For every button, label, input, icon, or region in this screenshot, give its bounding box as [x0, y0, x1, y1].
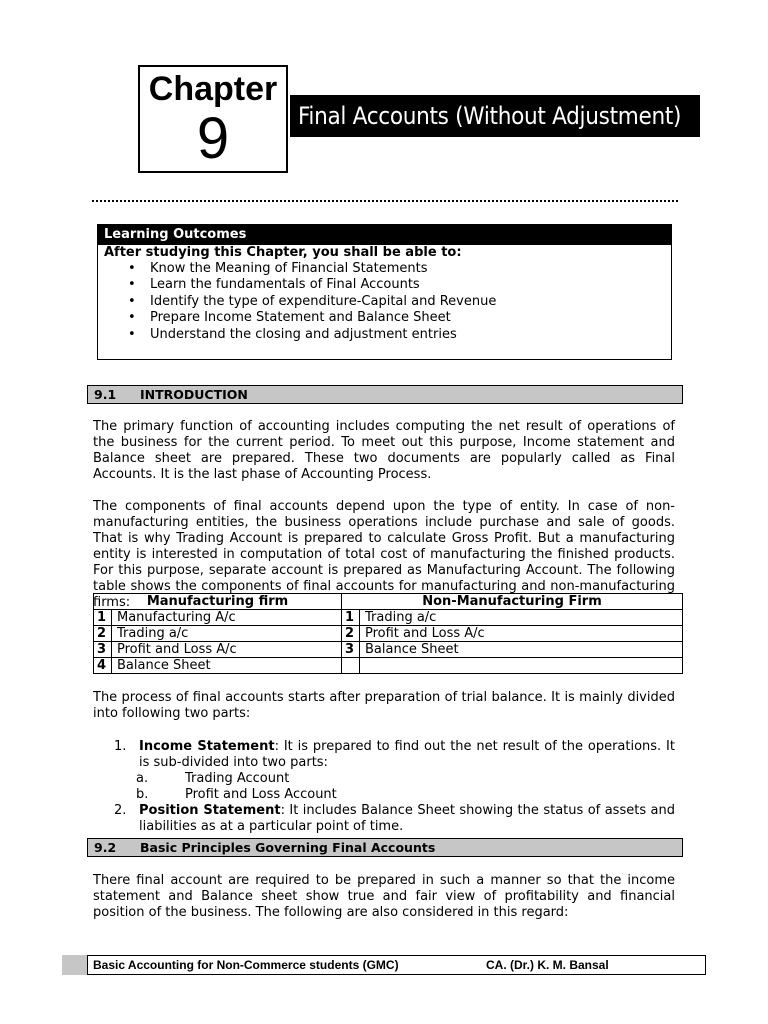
row-number: 1	[94, 610, 112, 626]
list-item-income-statement	[114, 739, 675, 771]
section-header-introduction	[87, 385, 683, 404]
page-footer	[87, 955, 706, 975]
table-row	[94, 626, 683, 642]
outcome-item: • Know the Meaning of Financial Statements	[98, 261, 671, 277]
column-header-non-manufacturing: Non-Manufacturing Firm	[342, 594, 683, 610]
sub-list-letter: a.	[136, 771, 149, 786]
section-number: 9.2	[94, 840, 117, 855]
section-title: Basic Principles Governing Final Accounts	[140, 840, 436, 855]
non-manufacturing-cell	[360, 658, 683, 674]
list-number: 2.	[114, 803, 127, 818]
column-header-manufacturing: Manufacturing firm	[94, 594, 342, 610]
outcome-item: • Understand the closing and adjustment entries	[98, 327, 671, 343]
section-title: INTRODUCTION	[140, 387, 248, 402]
manufacturing-cell: Manufacturing A/c	[112, 610, 342, 626]
row-number	[342, 658, 360, 674]
chapter-box	[138, 65, 288, 173]
sub-list-text: Trading Account	[185, 771, 290, 786]
chapter-label: Chapter	[148, 70, 278, 108]
non-manufacturing-cell: Profit and Loss A/c	[360, 626, 683, 642]
intro-paragraph-2: The components of final accounts depend upon the type of entity. In case of non-manufacturing entities, the business operations include purchase and sale of goods. That is why Trading Account is prepared to calculate Gross Profit. But a manufacturing entity is interested in computation of total cost of manufacturing the finished products. For this purpose, separate account is prepared as Manufacturing Account. The following table shows the components of final accounts for manufacturing and non-manufacturing firms:	[93, 499, 675, 610]
outcome-item: • Identify the type of expenditure-Capital and Revenue	[98, 294, 671, 310]
sub-list-letter: b.	[136, 787, 149, 802]
non-manufacturing-cell: Balance Sheet	[360, 642, 683, 658]
sub-list-text: Profit and Loss Account	[185, 787, 337, 802]
row-number: 2	[94, 626, 112, 642]
dotted-divider	[92, 200, 678, 202]
manufacturing-cell: Trading a/c	[112, 626, 342, 642]
chapter-title: Final Accounts (Without Adjustment)	[290, 95, 700, 137]
row-number: 3	[94, 642, 112, 658]
final-accounts-components-table	[93, 593, 683, 674]
list-item-text: : It includes Balance Sheet showing the status of assets and liabilities as at a particular point of time.	[139, 803, 675, 834]
list-number: 1.	[114, 739, 127, 754]
intro-paragraph-1: The primary function of accounting includes computing the net result of operations of the business for the current period. To meet out this purpose, Income statement and Balance sheet are prepared. These two documents are popularly called as Final Accounts. It is the last phase of Accounting Process.	[93, 419, 675, 482]
footer-book-title: Basic Accounting for Non-Commerce students (GMC)	[93, 958, 399, 972]
principles-paragraph: There final account are required to be prepared in such a manner so that the income statement and Balance sheet show true and fair view of profitability and financial position of the business. The following are also considered in this regard:	[93, 873, 675, 920]
manufacturing-cell: Profit and Loss A/c	[112, 642, 342, 658]
list-item-position-statement	[114, 803, 675, 835]
term-income-statement: Income Statement	[139, 739, 275, 754]
footer-author: CA. (Dr.) K. M. Bansal	[486, 958, 609, 972]
sub-list-item	[114, 771, 675, 787]
process-paragraph: The process of final accounts starts after preparation of trial balance. It is mainly divided into following two parts:	[93, 690, 675, 721]
chapter-number: 9	[196, 106, 230, 171]
footer-shade	[62, 955, 87, 975]
table-row	[94, 610, 683, 626]
table-header-row	[94, 594, 683, 610]
list-item-text: : It is prepared to find out the net result of the operations. It is sub-divided into two parts:	[139, 739, 675, 770]
non-manufacturing-cell: Trading a/c	[360, 610, 683, 626]
outcome-item: • Prepare Income Statement and Balance Sheet	[98, 310, 671, 326]
table-row	[94, 642, 683, 658]
table-row	[94, 658, 683, 674]
row-number: 4	[94, 658, 112, 674]
sub-list-item	[114, 787, 675, 803]
learning-outcomes-list	[98, 261, 671, 343]
learning-outcomes-intro: After studying this Chapter, you shall be able to:	[104, 245, 462, 260]
final-accounts-parts-list	[114, 739, 675, 835]
manufacturing-cell: Balance Sheet	[112, 658, 342, 674]
row-number: 1	[342, 610, 360, 626]
outcome-item: • Learn the fundamentals of Final Accounts	[98, 277, 671, 293]
learning-outcomes-header: Learning Outcomes	[98, 225, 671, 245]
section-number: 9.1	[94, 387, 117, 402]
row-number: 3	[342, 642, 360, 658]
row-number: 2	[342, 626, 360, 642]
term-position-statement: Position Statement	[139, 803, 281, 818]
section-header-basic-principles	[87, 838, 683, 857]
learning-outcomes-box	[97, 224, 672, 360]
